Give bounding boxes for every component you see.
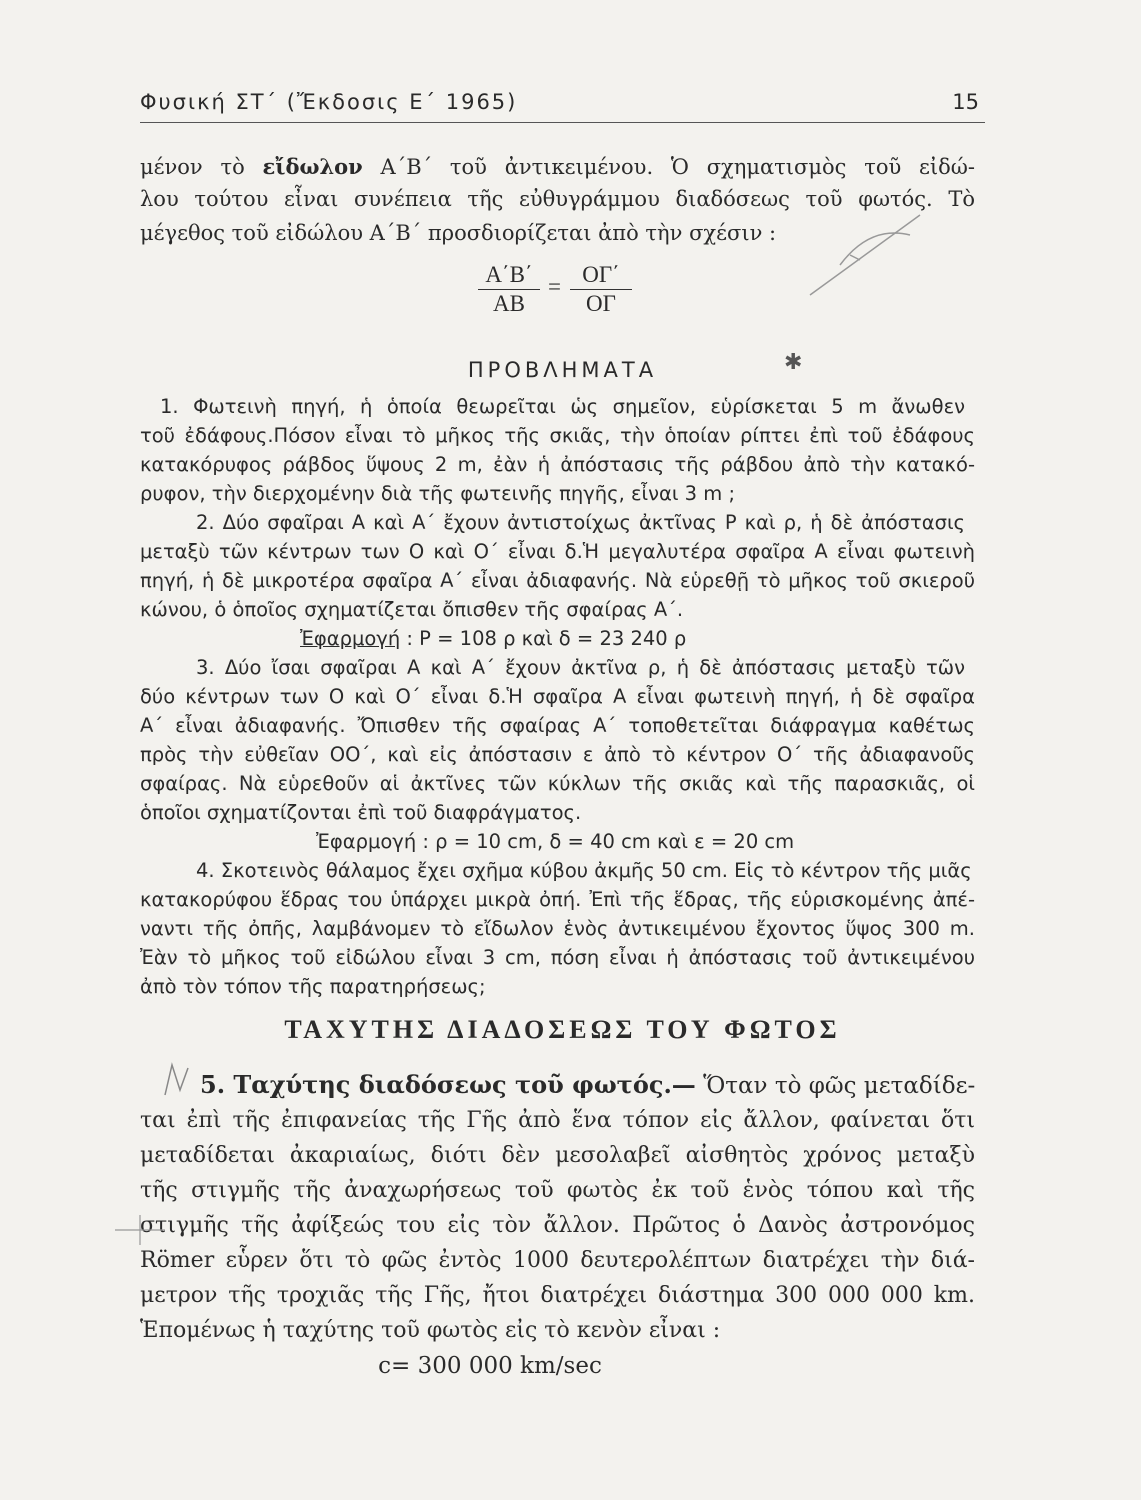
- formula-right-numerator: ΟΓ΄: [570, 262, 632, 290]
- problem-2-line-3: πηγή, ἡ δὲ μικροτέρα σφαῖρα Α΄ εἶναι ἀδιαφανής. Νὰ εὑρεθῇ τὸ μῆκος τοῦ σκιεροῦ: [140, 569, 975, 592]
- running-title: Φυσική ΣΤ΄ (Ἔκδοσις Ε΄ 1965): [140, 90, 518, 114]
- problem-2-line-4: κώνου, ὁ ὁποῖος σχηματίζεται ὄπισθεν τῆς σφαίρας Α΄.: [140, 598, 684, 621]
- problem-1-line-2: τοῦ ἐδάφους.Πόσον εἶναι τὸ μῆκος τῆς σκιᾶς, τὴν ὁποίαν ρίπτει ἐπὶ τοῦ ἐδάφους: [140, 424, 975, 447]
- section-5-line-5: στιγμῆς τῆς ἀφίξεώς του εἰς τὸν ἄλλον. Πρῶτος ὁ Δανὸς ἀστρονόμος: [140, 1213, 975, 1238]
- application-label: Ἐφαρμογή: [300, 627, 401, 650]
- section-5-line-1: 5. Ταχύτης διαδόσεως τοῦ φωτός.— Ὅταν τὸ φῶς μεταδίδε-: [200, 1070, 976, 1099]
- running-header: [140, 82, 985, 123]
- problem-3-line-3: Α΄ εἶναι ἀδιαφανής. Ὄπισθεν τῆς σφαίρας Α΄ τοποθετεῖται διάφραγμα καθέτως: [140, 714, 975, 737]
- problem-3-line-1: 3. Δύο ἴσαι σφαῖραι Α καὶ Α΄ ἔχουν ἀκτῖνα ρ, ἡ δὲ ἀπόστασις μεταξὺ τῶν: [196, 656, 965, 679]
- section-5-line-8: Ἑπομένως ἡ ταχύτης τοῦ φωτὸς εἰς τὸ κενὸν εἶναι :: [140, 1318, 721, 1343]
- pencil-scribble: [800, 205, 940, 305]
- problem-4-line-2: κατακορύφου ἕδρας του ὑπάρχει μικρὰ ὀπή. Ἐπὶ τῆς ἕδρας, τῆς εὑρισκομένης ἀπέ-: [140, 888, 975, 911]
- problem-4-line-5: ἀπὸ τὸν τόπον τῆς παρατηρήσεως;: [140, 975, 486, 998]
- intro-line-2: λου τούτου εἶναι συνέπεια τῆς εὐθυγράμμου διαδόσεως τοῦ φωτός. Τὸ: [140, 187, 975, 211]
- formula-left-numerator: Α΄Β΄: [478, 262, 540, 290]
- problem-3-line-5: σφαίρας. Νὰ εὑρεθοῦν αἱ ἀκτῖνες τῶν κύκλων τῆς σκιᾶς καὶ τῆς παρασκιᾶς, οἱ: [140, 772, 975, 795]
- intro-line-3: μέγεθος τοῦ εἰδώλου Α΄Β΄ προσδιορίζεται ἀπὸ τὴν σχέσιν :: [140, 221, 777, 245]
- margin-cross-mark: [110, 1210, 170, 1250]
- problem-1-line-4: ρυφον, τὴν διερχομένην διὰ τῆς φωτεινῆς πηγῆς, εἶναι 3 m ;: [140, 482, 736, 505]
- formula-right-denominator: ΟΓ: [586, 291, 616, 316]
- problem-3-application: Ἐφαρμογή : ρ = 10 cm, δ = 40 cm καὶ ε = 20 cm: [316, 830, 795, 853]
- asterisk-icon: ✱: [784, 350, 803, 375]
- problem-4-line-4: Ἐὰν τὸ μῆκος τοῦ εἰδώλου εἶναι 3 cm, πόση εἶναι ἡ ἀπόστασις τοῦ ἀντικειμένου: [140, 946, 975, 969]
- margin-pencil-mark: [160, 1060, 200, 1100]
- intro-line-1: μένον τὸ εἴδωλον Α΄Β΄ τοῦ ἀντικειμένου. Ὁ σχηματισμὸς τοῦ εἰδώ-: [140, 154, 975, 179]
- problem-2-application: Ἐφαρμογή : Ρ = 108 ρ καὶ δ = 23 240 ρ: [300, 627, 687, 650]
- problem-4-line-1: 4. Σκοτεινὸς θάλαμος ἔχει σχῆμα κύβου ἀκμῆς 50 cm. Εἰς τὸ κέντρον τῆς μιᾶς: [196, 859, 972, 882]
- section-5-line-3: μεταδίδεται ἀκαριαίως, διότι δὲν μεσολαβεῖ αἰσθητὸς χρόνος μεταξὺ: [140, 1143, 975, 1168]
- problem-1-line-3: κατακόρυφος ράβδος ὕψους 2 m, ἐὰν ἡ ἀπόστασις τῆς ράβδου ἀπὸ τὴν κατακό-: [140, 453, 975, 476]
- problem-1-line-1: 1. Φωτεινὴ πηγή, ἡ ὁποία θεωρεῖται ὡς σημεῖον, εὑρίσκεται 5 m ἄνωθεν: [160, 395, 965, 418]
- formula-equals: =: [548, 274, 561, 299]
- problems-heading: ΠΡΟΒΛΗΜΑΤΑ: [467, 358, 658, 382]
- problem-3-line-4: πρὸς τὴν εὐθεῖαν ΟΟ΄, καὶ εἰς ἀπόστασιν ε ἀπὸ τὸ κέντρον Ο΄ τῆς ἀδιαφανοῦς: [140, 743, 975, 766]
- problem-4-line-3: ναντι τῆς ὀπῆς, λαμβάνομεν τὸ εἴδωλον ἑνὸς ἀντικειμένου ἔχοντος ὕψος 300 m.: [140, 917, 975, 940]
- section-5-title: 5. Ταχύτης διαδόσεως τοῦ φωτός.—: [200, 1070, 696, 1099]
- speed-of-light-heading: ΤΑΧΥΤΗΣ ΔΙΑΔΟΣΕΩΣ ΤΟΥ ΦΩΤΟΣ: [284, 1015, 841, 1044]
- image-size-formula: [478, 262, 638, 316]
- formula-right-fraction: [570, 262, 632, 317]
- problem-2-line-1: 2. Δύο σφαῖραι Α καὶ Α΄ ἔχουν ἀντιστοίχως ἀκτῖνας Ρ καὶ ρ, ἡ δὲ ἀπόστασις: [196, 511, 965, 534]
- problem-3-line-6: ὁποῖοι σχηματίζονται ἐπὶ τοῦ διαφράγματος.: [140, 801, 582, 824]
- problem-2-line-2: μεταξὺ τῶν κέντρων των Ο καὶ Ο΄ εἶναι δ.Ἡ μεγαλυτέρα σφαῖρα Α εἶναι φωτεινὴ: [140, 540, 975, 563]
- term-eidolon: εἴδωλον: [262, 154, 363, 179]
- section-5-line-6: Römer εὗρεν ὅτι τὸ φῶς ἐντὸς 1000 δευτερολέπτων διατρέχει τὴν διά-: [140, 1248, 975, 1273]
- speed-of-light-result: c= 300 000 km/sec: [378, 1353, 602, 1379]
- formula-left-denominator: ΑΒ: [493, 291, 525, 316]
- problem-3-line-2: δύο κέντρων των Ο καὶ Ο΄ εἶναι δ.Ἡ σφαῖρα Α εἶναι φωτεινὴ πηγή, ἡ δὲ σφαῖρα: [140, 685, 975, 708]
- section-5-line-7: μετρον τῆς τροχιᾶς τῆς Γῆς, ἤτοι διατρέχει διάστημα 300 000 000 km.: [140, 1283, 975, 1308]
- page-number: 15: [952, 90, 979, 114]
- formula-left-fraction: [478, 262, 540, 317]
- section-5-line-2: ται ἐπὶ τῆς ἐπιφανείας τῆς Γῆς ἀπὸ ἕνα τόπον εἰς ἄλλον, φαίνεται ὅτι: [140, 1108, 975, 1133]
- section-5-line-4: τῆς στιγμῆς τῆς ἀναχωρήσεως τοῦ φωτὸς ἐκ τοῦ ἑνὸς τόπου καὶ τῆς: [140, 1178, 975, 1203]
